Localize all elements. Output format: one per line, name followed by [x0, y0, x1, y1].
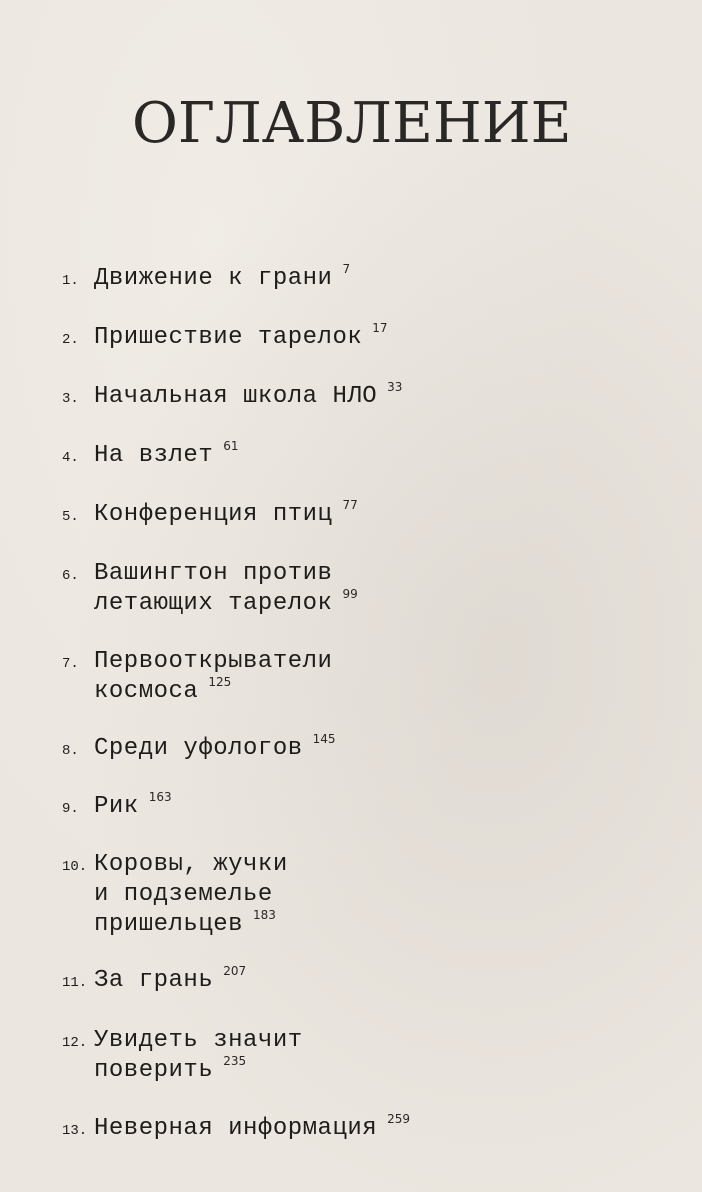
entry-page-number: 235	[223, 1054, 247, 1068]
entry-title-line: Коровы, жучки	[94, 851, 288, 878]
entry-page-number: 99	[342, 587, 358, 601]
entry-title-line: поверить	[94, 1057, 214, 1084]
entry-page-number: 207	[223, 964, 247, 978]
entry-number: 3.	[62, 391, 79, 407]
entry-title-line: летающих тарелок	[94, 590, 333, 617]
entry-title-line: Неверная информация	[94, 1115, 378, 1142]
entry-number: 7.	[62, 656, 79, 672]
entry-title-line: Начальная школа НЛО	[94, 383, 378, 410]
entry-title-line: и подземелье	[94, 881, 273, 908]
entry-page-number: 163	[148, 790, 172, 804]
entry-number: 11.	[62, 975, 88, 991]
entry-page-number: 259	[387, 1112, 411, 1126]
entry-number: 1.	[62, 273, 79, 289]
entry-title-line: На взлет	[94, 442, 214, 469]
entry-page-number: 7	[342, 262, 351, 276]
entry-page-number: 77	[342, 498, 358, 512]
entry-number: 4.	[62, 450, 79, 466]
entry-title	[94, 559, 358, 619]
entry-number: 8.	[62, 743, 79, 759]
entry-page-number: 17	[372, 321, 388, 335]
entry-title	[94, 264, 350, 294]
entry-title	[94, 966, 246, 996]
entry-page-number: 183	[253, 908, 276, 922]
entry-title-line: За грань	[94, 967, 214, 994]
entry-number: 13.	[62, 1123, 88, 1139]
entry-title-line: Рик	[94, 793, 139, 820]
entry-page-number: 33	[387, 380, 403, 394]
entry-number: 6.	[62, 568, 79, 584]
entry-title	[94, 734, 336, 764]
entry-title-line: Конференция птиц	[94, 501, 333, 528]
entry-title-line: Первооткрыватели	[94, 648, 333, 675]
entry-title-line: Движение к грани	[94, 265, 333, 292]
entry-number: 10.	[62, 859, 88, 875]
entry-number: 2.	[62, 332, 79, 348]
entry-title-line: Пришествие тарелок	[94, 324, 363, 351]
page-title: ОГЛАВЛЕНИЕ	[132, 91, 572, 156]
entry-title	[94, 382, 402, 412]
entry-title-line: пришельцев	[94, 911, 244, 938]
entry-number: 5.	[62, 509, 79, 525]
entry-number: 12.	[62, 1035, 88, 1051]
entry-title-line: Вашингтон против	[94, 560, 333, 587]
entry-page-number: 125	[208, 675, 232, 689]
entry-title	[94, 323, 388, 353]
entry-title	[94, 792, 172, 822]
entry-title	[94, 1026, 303, 1086]
table-of-contents	[62, 0, 662, 1192]
entry-title-line: космоса	[94, 678, 199, 705]
entry-title-line: Увидеть значит	[94, 1027, 303, 1054]
entry-title	[94, 441, 239, 471]
entry-number: 9.	[62, 801, 79, 817]
entry-title	[94, 1114, 410, 1144]
entry-title	[94, 850, 288, 940]
entry-title	[94, 647, 332, 707]
entry-page-number: 145	[312, 732, 336, 746]
entry-title-line: Среди уфологов	[94, 735, 303, 762]
entry-title	[94, 500, 358, 530]
entry-page-number: 61	[223, 439, 239, 453]
